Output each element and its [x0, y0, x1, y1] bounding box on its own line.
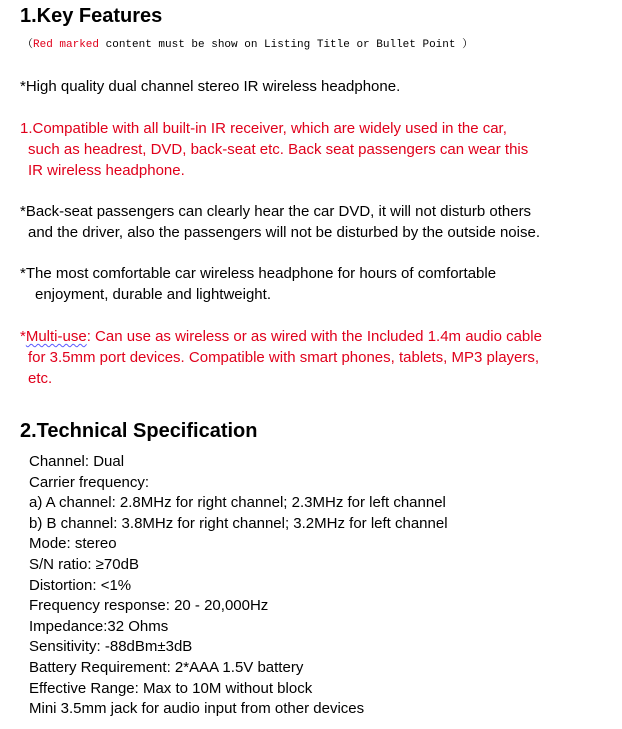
note-red-marked: Red marked — [33, 39, 100, 51]
section-title-key-features: 1.Key Features — [20, 5, 163, 27]
spec-item: Frequency response: 20 - 20,000Hz — [29, 597, 269, 615]
feature-item — [20, 76, 400, 97]
listing-note — [22, 38, 473, 52]
spec-item: Impedance:32 Ohms — [29, 617, 169, 635]
feature-line: such as headrest, DVD, back-seat etc. Back seat passengers can wear this — [28, 141, 529, 158]
feature-line: 1.Compatible with all built-in IR receiver, which are widely used in the car, — [20, 120, 507, 137]
spec-item: a) A channel: 2.8MHz for right channel; 2.3MHz for left channel — [29, 494, 446, 512]
spec-item: Mode: stereo — [29, 535, 117, 553]
feature-line: *High quality dual channel stereo IR wireless headphone. — [20, 78, 401, 95]
feature-line — [20, 326, 542, 347]
feature-prefix: * — [20, 328, 26, 345]
feature-line: for 3.5mm port devices. Compatible with smart phones, tablets, MP3 players, — [28, 349, 540, 366]
feature-item — [20, 201, 540, 243]
spec-item: b) B channel: 3.8MHz for right channel; 3.2MHz for left channel — [29, 514, 448, 532]
multi-use-term: Multi-use — [25, 328, 87, 345]
spec-list — [29, 452, 448, 720]
feature-line: and the driver, also the passengers will not be disturbed by the outside noise. — [28, 224, 540, 241]
feature-item — [20, 263, 496, 305]
spec-item: S/N ratio: ≥70dB — [29, 555, 139, 573]
spec-item: Sensitivity: -88dBm±3dB — [29, 638, 193, 656]
feature-item — [20, 326, 542, 389]
spec-item: Distortion: <1% — [29, 576, 132, 594]
note-rest: content must be show on Listing Title or Bullet Point ） — [99, 39, 474, 51]
note-open-bracket: （ — [22, 39, 33, 51]
spec-item: Effective Range: Max to 10M without block — [29, 679, 313, 697]
spec-item: Carrier frequency: — [29, 473, 150, 491]
feature-line: etc. — [28, 370, 53, 387]
spec-item: Battery Requirement: 2*AAA 1.5V battery — [29, 658, 304, 676]
feature-line: enjoyment, durable and lightweight. — [35, 286, 271, 303]
spec-item: Mini 3.5mm jack for audio input from other devices — [29, 700, 365, 718]
feature-item — [20, 118, 528, 181]
feature-line: *Back-seat passengers can clearly hear the car DVD, it will not disturb others — [20, 203, 532, 220]
section-title-technical-specification: 2.Technical Specification — [20, 420, 258, 442]
feature-line-rest: : Can use as wireless or as wired with the Included 1.4m audio cable — [86, 328, 542, 345]
spec-item: Channel: Dual — [29, 453, 125, 470]
feature-line: IR wireless headphone. — [28, 162, 185, 179]
feature-line: *The most comfortable car wireless headphone for hours of comfortable — [20, 265, 497, 282]
